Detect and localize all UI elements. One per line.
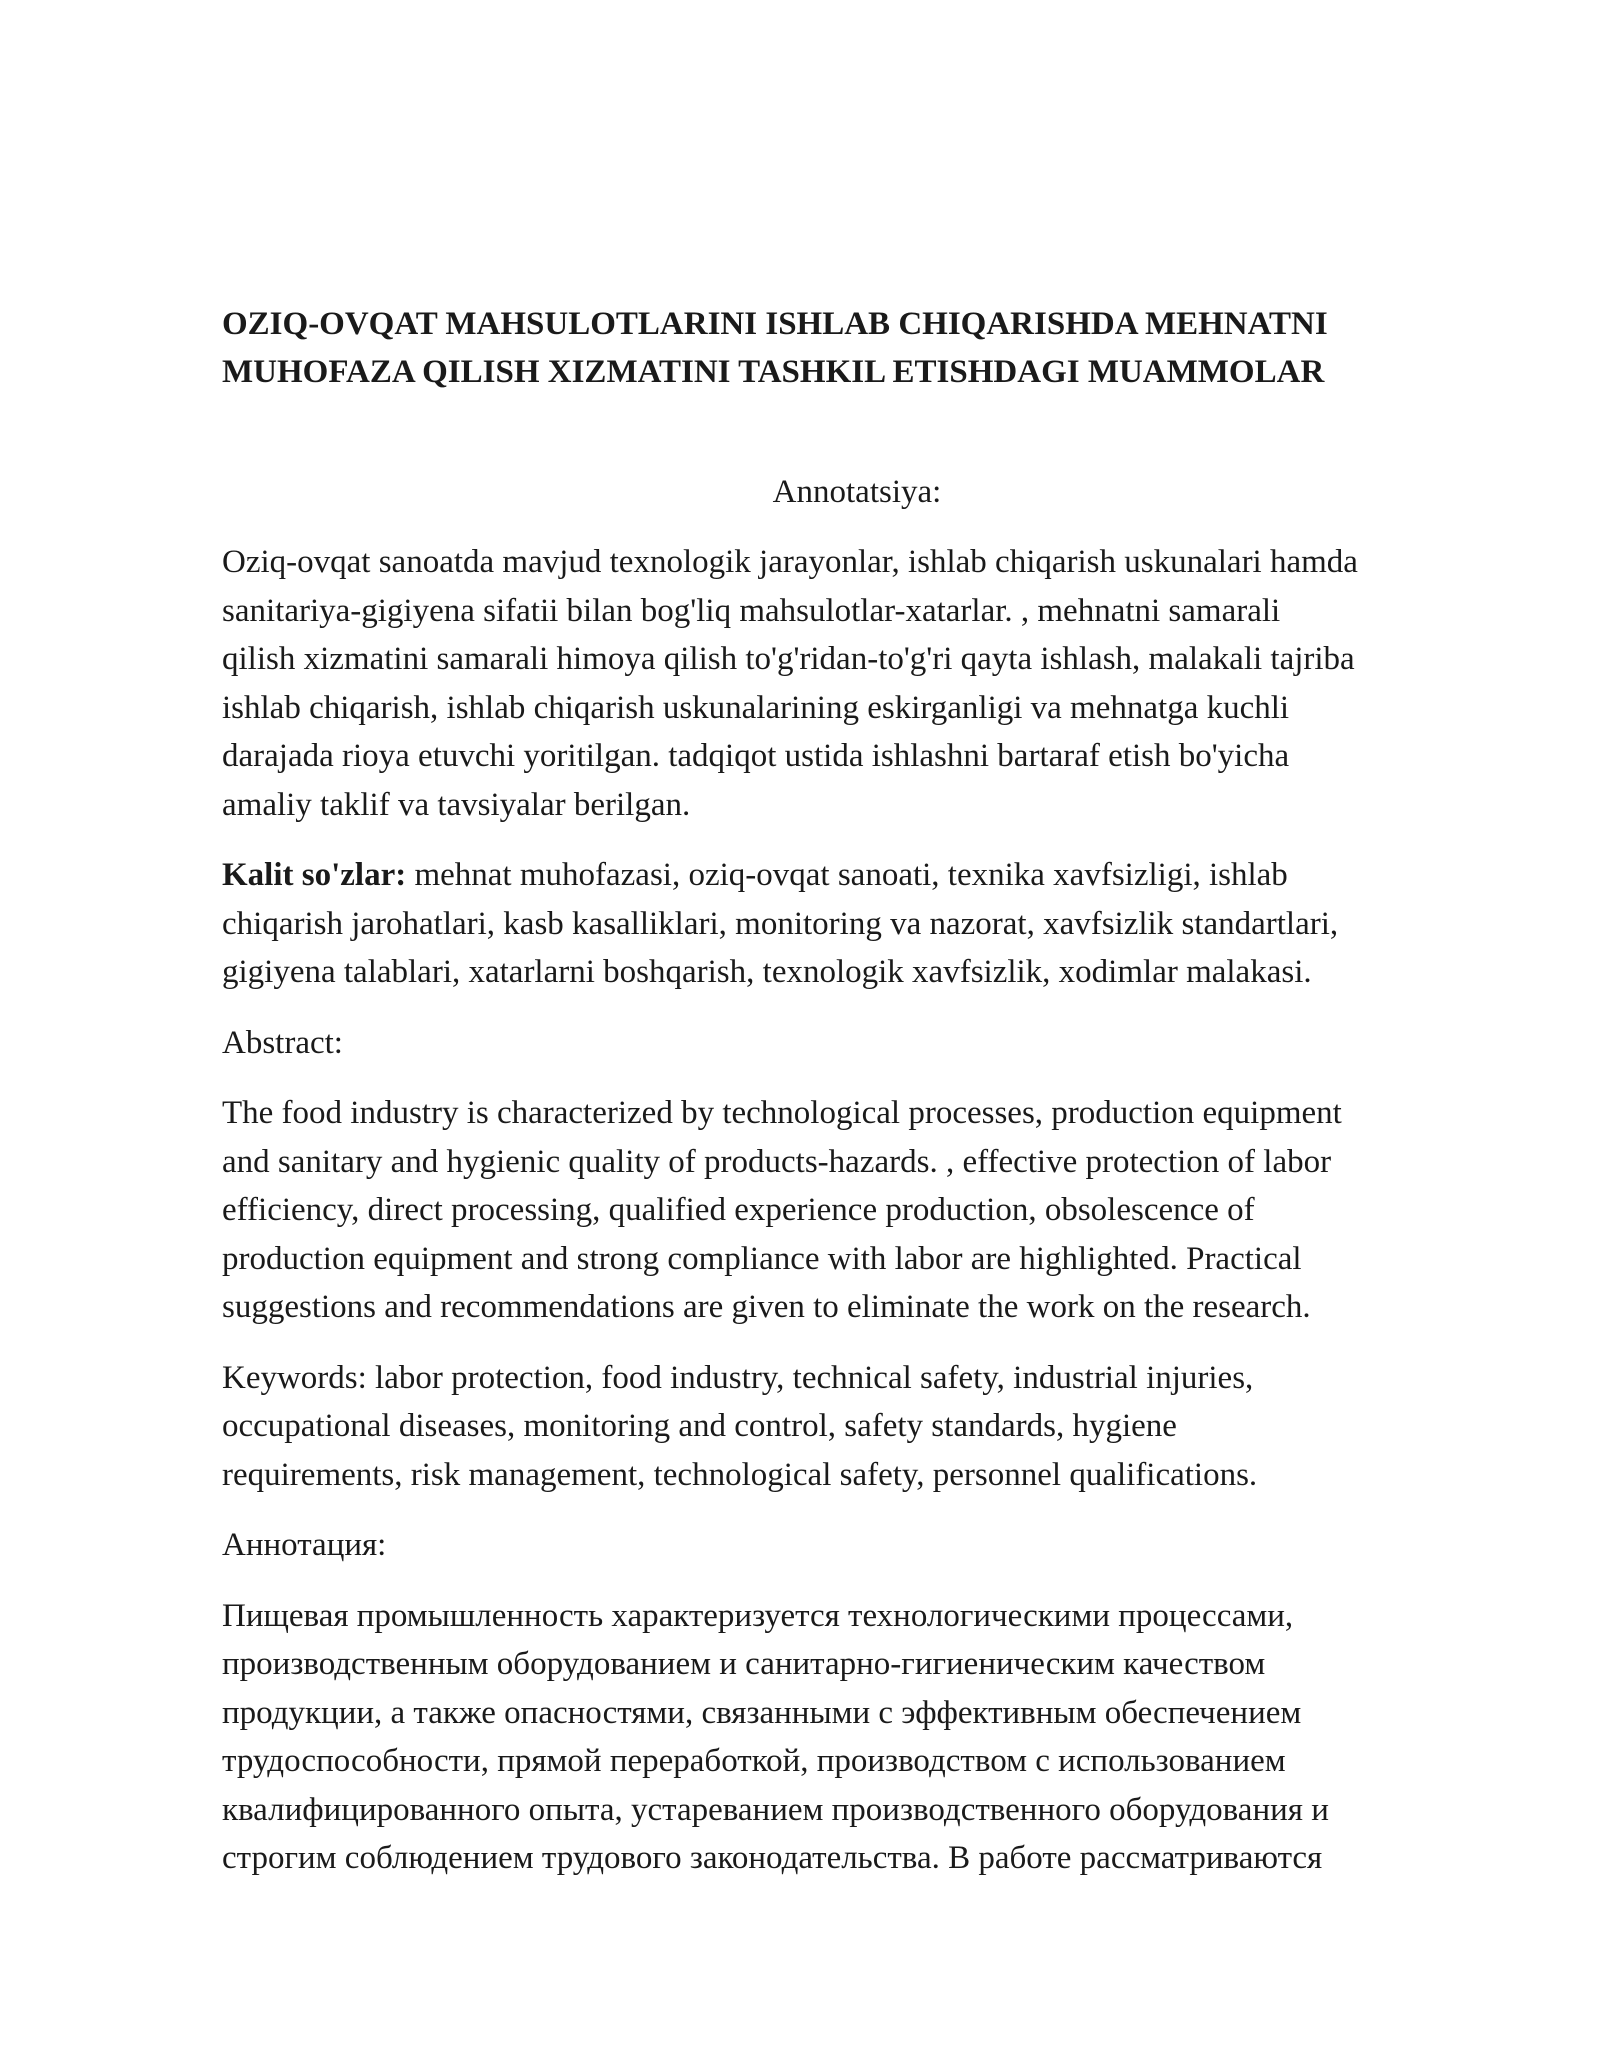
keywords-uz-label: Kalit so'zlar: xyxy=(222,857,407,893)
annotation-uz-text xyxy=(222,538,1492,829)
text-line: and sanitary and hygienic quality of products-hazards. , effective protection of labor xyxy=(222,1143,1332,1180)
title-line: OZIQ-OVQAT MAHSULOTLARINI ISHLAB CHIQARISHDA MEHNATNI xyxy=(222,306,1328,342)
abstract-en-heading: Abstract: xyxy=(222,1024,343,1061)
text-line: продукции, а также опасностями, связанными с эффективным обеспечением xyxy=(222,1694,1302,1731)
annotation-ru-text xyxy=(222,1592,1492,1883)
text-line: Oziq-ovqat sanoatda mavjud texnologik jarayonlar, ishlab chiqarish uskunalari hamda xyxy=(222,544,1358,580)
text-line: suggestions and recommendations are given to eliminate the work on the research. xyxy=(222,1289,1311,1325)
annotation-uz-heading: Annotatsiya: xyxy=(772,474,942,510)
text-line: Keywords: labor protection, food industry, technical safety, industrial injuries, xyxy=(222,1359,1254,1396)
text-line: трудоспособности, прямой переработкой, производством с использованием xyxy=(222,1743,1286,1779)
text-line: ishlab chiqarish, ishlab chiqarish uskunalarining eskirganligi va mehnatga kuchli xyxy=(222,689,1290,726)
text-line: The food industry is characterized by technological processes, production equipment xyxy=(222,1095,1342,1131)
keywords-uz-first-line: mehnat muhofazasi, oziq-ovqat sanoati, texnika xavfsizligi, ishlab xyxy=(406,857,1288,893)
abstract-en-text xyxy=(222,1089,1492,1332)
keywords-en xyxy=(222,1354,1492,1500)
text-line: Пищевая промышленность характеризуется технологическими процессами, xyxy=(222,1597,1294,1634)
text-line: квалифицированного опыта, устареванием производственного оборудования и xyxy=(222,1791,1329,1828)
text-line: efficiency, direct processing, qualified experience production, obsolescence of xyxy=(222,1192,1255,1228)
text-line: chiqarish jarohatlari, kasb kasalliklari, monitoring va nazorat, xavfsizlik standartlari, xyxy=(222,905,1339,942)
keywords-uz xyxy=(222,851,1492,997)
text-line: gigiyena talablari, xatarlarni boshqarish, texnologik xavfsizlik, xodimlar malakasi. xyxy=(222,954,1312,990)
text-line: occupational diseases, monitoring and control, safety standards, hygiene xyxy=(222,1408,1177,1444)
text-line: production equipment and strong compliance with labor are highlighted. Practical xyxy=(222,1240,1302,1277)
document-page xyxy=(222,300,1492,1883)
title-line: MUHOFAZA QILISH XIZMATINI TASHKIL ETISHDAGI MUAMMOLAR xyxy=(222,354,1325,390)
paper-title xyxy=(222,300,1492,396)
text-line: darajada rioya etuvchi yoritilgan. tadqiqot ustida ishlashni bartaraf etish bo'yicha xyxy=(222,738,1290,774)
text-line: строгим соблюдением трудового законодательства. В работе рассматриваются xyxy=(222,1840,1323,1876)
annotation-ru-heading: Аннотация: xyxy=(222,1527,387,1563)
text-line: amaliy taklif va tavsiyalar berilgan. xyxy=(222,786,691,823)
text-line: qilish xizmatini samarali himoya qilish to'g'ridan-to'g'ri qayta ishlash, malakali tajriba xyxy=(222,641,1355,677)
text-line: requirements, risk management, technological safety, personnel qualifications. xyxy=(222,1456,1258,1493)
text-line: sanitariya-gigiyena sifatii bilan bog'liq mahsulotlar-xatarlar. , mehnatni samarali xyxy=(222,592,1281,629)
text-line xyxy=(222,851,1492,900)
text-line: производственным оборудованием и санитарно-гигиеническим качеством xyxy=(222,1646,1266,1682)
